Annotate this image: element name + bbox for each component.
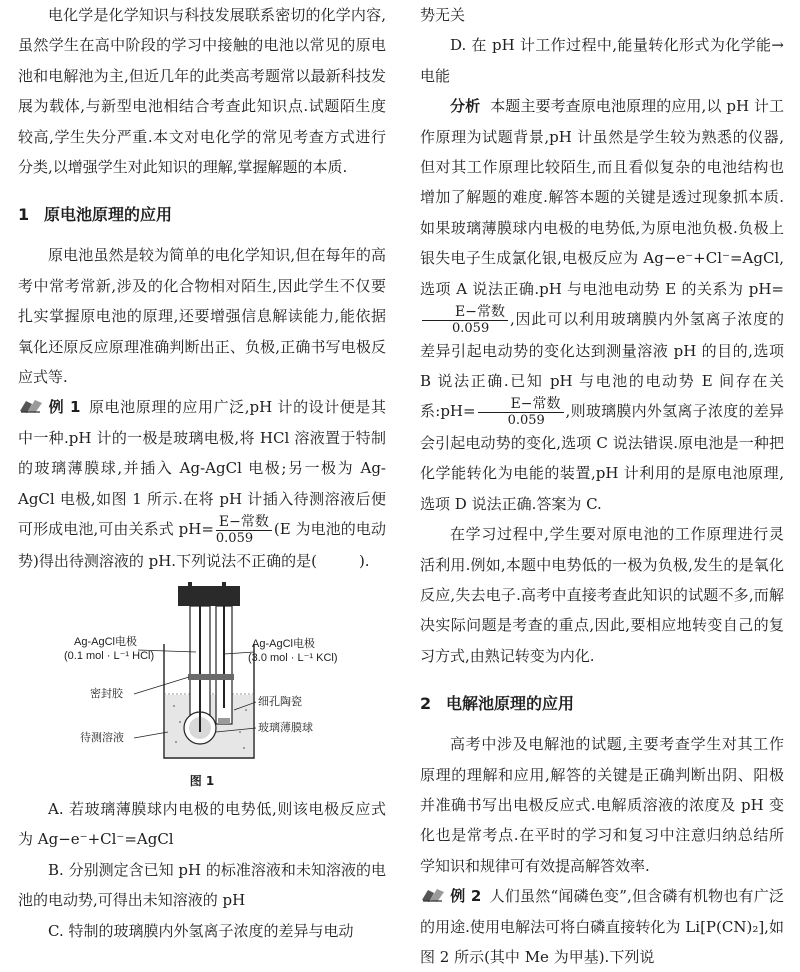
- example-pencil-icon: [18, 398, 44, 414]
- section-2-title: 电解池原理的应用: [446, 694, 575, 714]
- intro-paragraph: 电化学是化学知识与科技发展联系密切的化学内容,虽然学生在高中阶段的学习中接触的电池以常见的原电池和电解池为主,但近几年的此类高考题常以最新科技发展为载体,与新型电池相结合考查此知识点.试题陌生度较高,学生失分严重.本文对电化学的常见考查方式进行分类,以增强学生对此知识的理解,掌握解题的本质.: [18, 6, 386, 177]
- option-b: B. 分别测定含已知 pH 的标准溶液和未知溶液的电池的电动势,可得出未知溶液的 pH: [18, 860, 386, 910]
- option-a: A. 若玻璃薄膜球内电极的电势低,则该电极反应式为 Ag−e⁻+Cl⁻=AgCl: [18, 800, 386, 849]
- analysis-formula-1: [422, 305, 508, 336]
- example-2-text: 人们虽然“闻磷色变”,但含磷有机物也有广泛的用途.使用电解法可将白磷直接转化为 Li[P(CN)₂],如图 2 所示(其中 Me 为甲基).下列说: [420, 887, 784, 966]
- analysis-formula-2: [478, 397, 564, 428]
- analysis-text-a: 本题主要考查原电池原理的应用,以 pH 计工作原理为试题背景,pH 计虽然是学生较为熟悉的仪器,但对其工作原理比较陌生,而且看似复杂的电池结构也增加了解题的难度.解答本题的关键是透过现象抓本质.如果玻璃薄膜球内电极的电势低,为原电池负极.负极上银失电子生成氯化银,电极反应为 Ag−e⁻+Cl⁻=AgCl,选项 A 说法正确.pH 与电池电动势 E 的关系为 pH=: [420, 97, 784, 298]
- example-1-text-a: 原电池原理的应用广泛,pH 计的设计便是其中一种.pH 计的一极是玻璃电极,将 HCl 溶液置于特制的玻璃薄膜球,并插入 Ag-AgCl 电极;另一极为 Ag-AgCl 电极,如图 1 所示.在将 pH 计插入待测溶液后便可形成电池,可由关系式 pH=: [18, 398, 386, 539]
- analysis-formula-2-numerator: E−常数: [478, 397, 564, 413]
- label-left-electrolyte: (0.1 mol · L⁻¹ HCl): [64, 650, 155, 662]
- example-pencil-icon: [420, 887, 446, 903]
- example-2-label: 例 2: [450, 887, 482, 906]
- analysis-label: 分析: [450, 97, 481, 116]
- analysis-text-c: ,则玻璃膜内外氢离子浓度的差异会引起电动势的变化,选项 C 说法错误.原电池是一种把化学能转化为电能的装置,pH 计利用的是原电池原理,选项 D 说法正确.答案为 C.: [420, 402, 784, 513]
- section-2-heading: [420, 689, 784, 719]
- meter-pin-left: [188, 582, 192, 588]
- label-glass-bulb: 玻璃薄膜球: [258, 722, 313, 734]
- example-1-text-c: ).: [358, 551, 370, 570]
- meter-head: [178, 586, 240, 606]
- leader-sample: [134, 732, 168, 738]
- option-d: D. 在 pH 计工作过程中,能量转化形式为化学能→电能: [420, 36, 784, 85]
- ph-formula-fraction: [216, 515, 272, 546]
- seal-glue: [188, 674, 234, 680]
- label-left-electrode: Ag-AgCl电极: [74, 636, 137, 648]
- section-1-title: 原电池原理的应用: [44, 205, 173, 225]
- option-c: C. 特制的玻璃膜内外氢离子浓度的差异与电动: [48, 921, 354, 940]
- analysis-formula-2-denominator: 0.059: [507, 412, 545, 428]
- section-1-paragraph: 原电池虽然是较为简单的电化学知识,但在每年的高考中常考常新,涉及的化合物相对陌生,因此学生不仅要扎实掌握原电池的原理,还要增强信息解读能力,能依据氧化还原反应原理准确判断出正、负极,正确书写电极反应式等.: [18, 246, 386, 387]
- analysis-formula-1-denominator: 0.059: [452, 320, 490, 336]
- section-2-paragraph: 高考中涉及电解池的试题,主要考查学生对其工作原理的理解和应用,解答的关键是正确判断出阴、阳极并准确书写出电极反应式.电解质溶液的浓度及 pH 变化也是常考点.在平时的学习和复习中注意归纳总结所学知识和规律可有效提高解答效率.: [420, 735, 784, 875]
- example-1: [18, 392, 386, 576]
- figure-1: [18, 582, 386, 772]
- analysis-paragraph: [420, 91, 784, 519]
- left-column: [18, 0, 386, 946]
- label-right-electrolyte: (3.0 mol · L⁻¹ KCl): [248, 652, 338, 664]
- right-column: [420, 0, 784, 972]
- label-sample-solution: 待测溶液: [80, 732, 124, 744]
- section-2-number: 2: [420, 694, 432, 714]
- ph-formula-denominator: 0.059: [215, 530, 254, 546]
- section-1-number: 1: [18, 205, 30, 225]
- section-1-heading: [18, 200, 386, 230]
- example-2: [420, 881, 784, 972]
- label-seal-glue: 密封胶: [90, 688, 123, 700]
- example-1-label: 例 1: [48, 398, 81, 417]
- ph-meter-diagram: [18, 582, 386, 772]
- learning-paragraph: 在学习过程中,学生要对原电池的工作原理进行灵活利用.例如,本题中电势低的一极为负极,发生的是氧化反应,失去电子.高考中直接考查此知识的试题不多,而解决实际问题是考查的重点,因此,要相应地转变自己的复习方式,由熟记转变为内化.: [420, 525, 784, 665]
- option-c-continued: 势无关: [420, 6, 466, 24]
- ph-formula-numerator: E−常数: [216, 515, 272, 531]
- analysis-formula-1-numerator: E−常数: [422, 305, 508, 321]
- label-right-electrode: Ag-AgCl电极: [252, 638, 315, 650]
- porous-ceramic: [218, 718, 230, 724]
- leader-seal: [134, 677, 189, 694]
- figure-1-caption: 图 1: [189, 774, 215, 788]
- meter-pin-right: [222, 582, 226, 588]
- label-porous-ceramic: 细孔陶瓷: [258, 696, 302, 708]
- example-1-text-b: (E 为电池的电动势)得出待测溶液的 pH.下列说法不正确的是(: [18, 520, 386, 570]
- analysis-text-b: ,因此可以利用玻璃膜内外氢离子浓度的差异引起电动势的变化达到测量溶液 pH 的目的,选项 B 说法正确.已知 pH 与电池的电动势 E 间存在关系:pH=: [420, 310, 784, 421]
